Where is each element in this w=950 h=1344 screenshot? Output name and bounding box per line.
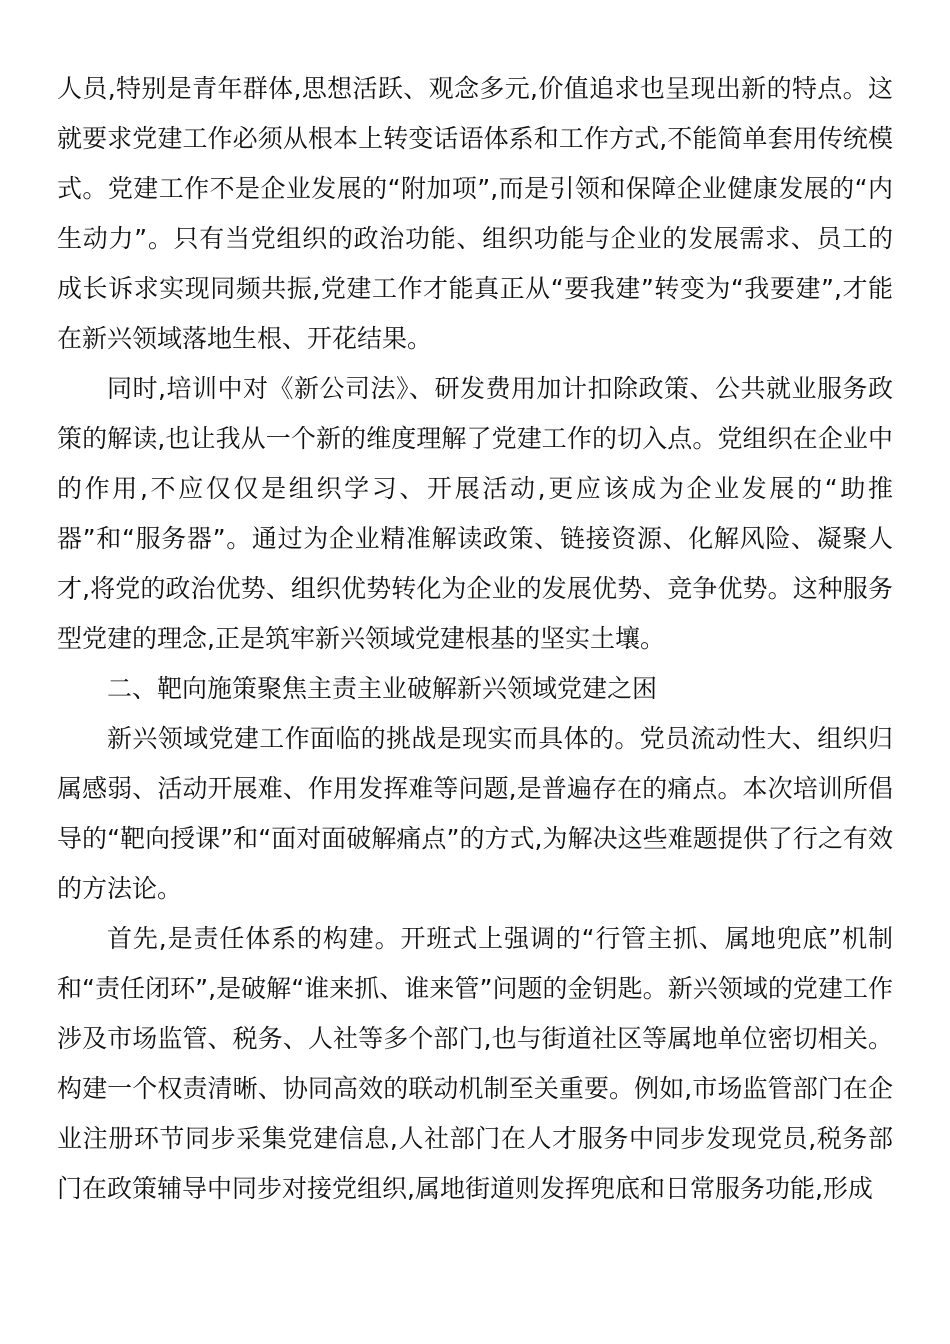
paragraph-policy-interpretation: 同时,培训中对《新公司法》、研发费用加计扣除政策、公共就业服务政策的解读,也让我从一个新的维度理解了党建工作的切入点。党组织在企业中的作用,不应仅仅是组织学习、开展活动,更应该成为企业发展的“助推器”和“服务器”。通过为企业精准解读政策、链接资源、化解风险、凝聚人才,将党的政治优势、组织优势转化为企业的发展优势、竞争优势。这种服务型党建的理念,正是筑牢新兴领域党建根基的坚实土壤。 <box>57 374 893 653</box>
paragraph-challenges: 新兴领域党建工作面临的挑战是现实而具体的。党员流动性大、组织归属感弱、活动开展难、作用发挥难等问题,是普遍存在的痛点。本次培训所倡导的“靶向授课”和“面对面破解痛点”的方式,为解决这些难题提供了行之有效的方法论。 <box>57 724 893 903</box>
paragraph-responsibility-system: 首先,是责任体系的构建。开班式上强调的“行管主抓、属地兜底”机制和“责任闭环”,是破解“谁来抓、谁来管”问题的金钥匙。新兴领域的党建工作涉及市场监管、税务、人社等多个部门,也与街道社区等属地单位密切相关。构建一个权责清晰、协同高效的联动机制至关重要。例如,市场监管部门在企业注册环节同步采集党建信息,人社部门在人才服务中同步发现党员,税务部门在政策辅导中同步对接党组织,属地街道则发挥兜底和日常服务功能,形成 <box>57 924 893 1203</box>
paragraph-continuation: 人员,特别是青年群体,思想活跃、观念多元,价值追求也呈现出新的特点。这就要求党建工作必须从根本上转变话语体系和工作方式,不能简单套用传统模式。党建工作不是企业发展的“附加项”,而是引领和保障企业健康发展的“内生动力”。只有当党组织的政治功能、组织功能与企业的发展需求、员工的成长诉求实现同频共振,党建工作才能真正从“要我建”转变为“我要建”,才能在新兴领域落地生根、开花结果。 <box>57 74 893 353</box>
section-heading: 二、靶向施策聚焦主责主业破解新兴领域党建之困 <box>107 674 658 703</box>
document-body <box>57 64 893 1214</box>
